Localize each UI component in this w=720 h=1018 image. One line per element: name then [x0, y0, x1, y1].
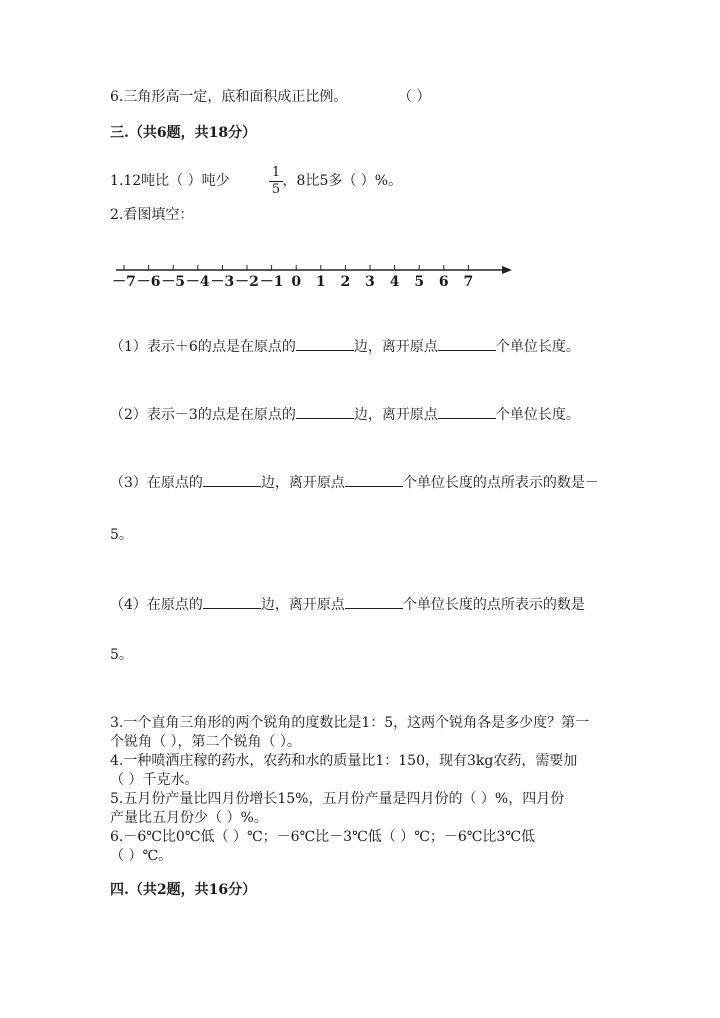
sub-question-4-cont: 5。 [110, 647, 133, 663]
number-line-label: 2 [340, 274, 351, 290]
sub-question-1-text-a: （1）表示＋6的点是在原点的 [110, 339, 296, 355]
section-3-title: 三.（共6题，共18分） [110, 125, 257, 141]
sub-question-4 [110, 594, 585, 614]
sub-question-2 [110, 404, 580, 424]
fraction-numerator: 1 [271, 165, 281, 180]
number-line-arrow [502, 266, 512, 274]
number-line-label: 6 [438, 274, 449, 290]
number-line-label: －1 [259, 274, 284, 290]
question-4-line2: （ ）千克水。 [110, 772, 199, 788]
sub-question-4-text-a: （4）在原点的 [110, 597, 203, 613]
number-line-label: 5 [414, 274, 425, 290]
number-line-label: 1 [315, 274, 326, 290]
question-text: 6.三角形高一定，底和面积成正比例。 [110, 89, 348, 105]
sub-question-2-text-a: （2）表示－3的点是在原点的 [110, 407, 296, 423]
question-6-line1: 6.－6℃比0℃低（ ）℃；－6℃比－3℃低（ ）℃；－6℃比3℃低 [110, 829, 535, 845]
question-1-part1: 1.12吨比（ ）吨少 [110, 173, 230, 189]
question-6-line2: （ ）℃。 [110, 848, 173, 864]
answer-blank[interactable] [203, 472, 261, 487]
sub-question-4-text-c: 个单位长度的点所表示的数是 [402, 597, 585, 613]
sub-question-1-text-c: 个单位长度。 [495, 339, 580, 355]
sub-question-2-text-c: 个单位长度。 [495, 407, 580, 423]
question-1-part2: ，8比5多（ ）%。 [282, 173, 403, 189]
answer-blank[interactable] [345, 594, 403, 609]
sub-question-3 [110, 472, 599, 492]
fraction-one-fifth [269, 166, 283, 197]
sub-question-4-text-b: 边，离开原点 [260, 597, 345, 613]
answer-blank[interactable] [296, 404, 354, 419]
sub-question-2-text-b: 边，离开原点 [353, 407, 438, 423]
number-line [110, 258, 520, 294]
question-5-line1: 5.五月份产量比四月份增长15%，五月份产量是四月份的（ ）%，四月份 [110, 791, 565, 807]
number-line-label: －5 [161, 274, 186, 290]
answer-blank[interactable] [203, 594, 261, 609]
question-2-title: 2.看图填空： [110, 207, 194, 223]
question-3-line1: 3.一个直角三角形的两个锐角的度数比是1：5，这两个锐角各是多少度？第一 [110, 715, 590, 731]
fraction-denominator: 5 [271, 182, 281, 197]
answer-blank[interactable] [345, 472, 403, 487]
number-line-label: 4 [389, 274, 400, 290]
question-1 [110, 172, 402, 190]
question-6-prev [110, 88, 431, 106]
number-line-label: 3 [365, 274, 375, 290]
number-line-label: －4 [185, 274, 210, 290]
number-line-label: －6 [136, 274, 161, 290]
sub-question-3-text-b: 边，离开原点 [260, 475, 345, 491]
sub-question-3-text-c: 个单位长度的点所表示的数是－ [402, 475, 599, 491]
number-line-label: －7 [112, 274, 136, 290]
number-line-label: 0 [291, 274, 302, 290]
sub-question-1-text-b: 边，离开原点 [353, 339, 438, 355]
sub-question-1 [110, 336, 580, 356]
answer-blank[interactable] [438, 404, 496, 419]
section-4-title: 四.（共2题，共16分） [110, 882, 257, 898]
question-3-line2: 个锐角（ ），第二个锐角（ ）。 [110, 734, 301, 750]
number-line-label: －2 [235, 274, 259, 290]
answer-blank[interactable] [296, 336, 354, 351]
number-line-label: 7 [463, 274, 474, 290]
question-5-line2: 产量比五月份少（ ）%。 [110, 810, 268, 826]
answer-blank[interactable] [438, 336, 496, 351]
number-line-label: －3 [210, 274, 235, 290]
sub-question-3-cont: 5。 [110, 527, 133, 543]
answer-paren: （ ） [398, 89, 431, 105]
question-4-line1: 4.一种喷洒庄稼的药水，农药和水的质量比1：150，现有3kg农药，需要加 [110, 753, 578, 769]
sub-question-3-text-a: （3）在原点的 [110, 475, 203, 491]
